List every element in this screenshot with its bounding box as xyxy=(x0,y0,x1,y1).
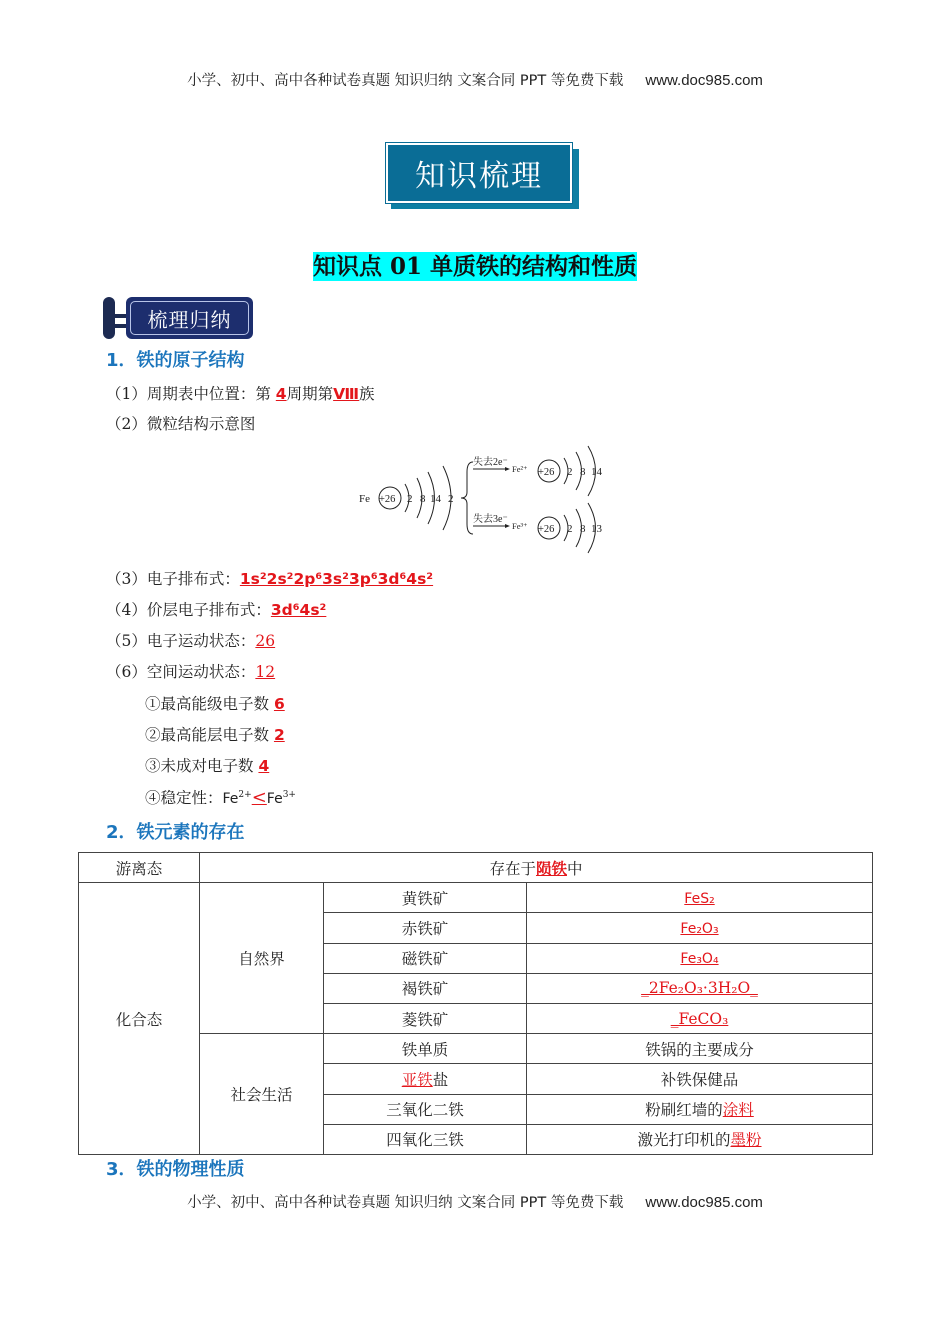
section-heading-iron-existence: 2．铁元素的存在 xyxy=(106,822,245,843)
free-state-label: 游离态 xyxy=(79,853,200,883)
svg-text:失去2e⁻: 失去2e⁻ xyxy=(473,457,508,468)
answer-unpaired-electrons: 4 xyxy=(258,757,270,775)
society-label: 社会生活 xyxy=(200,1034,324,1155)
substance-use: 激光打印机的墨粉 xyxy=(527,1124,873,1154)
page-footer xyxy=(0,1191,950,1212)
sub-item-highest-shell: ②最高能层电子数 2 xyxy=(145,726,285,744)
answer-period: 4 xyxy=(275,385,287,403)
item-structure-diagram: （2）微粒结构示意图 xyxy=(106,415,256,433)
knowledge-point-title xyxy=(0,248,950,281)
svg-text:2: 2 xyxy=(448,493,454,505)
fe-atom-label: Fe xyxy=(359,493,370,505)
answer-highest-sublevel: 6 xyxy=(273,695,285,713)
svg-text:8: 8 xyxy=(580,523,586,535)
tag-bar-decoration xyxy=(103,297,115,339)
mineral-name: 磁铁矿 xyxy=(324,943,527,973)
iron-existence-table xyxy=(78,852,873,1155)
substance-name: 铁单质 xyxy=(324,1034,527,1064)
mineral-name: 菱铁矿 xyxy=(324,1003,527,1033)
svg-text:2: 2 xyxy=(567,523,573,535)
summary-tag xyxy=(126,297,253,339)
substance-name: 四氧化三铁 xyxy=(324,1124,527,1154)
substance-use: 粉刷红墙的涂料 xyxy=(527,1094,873,1124)
section-banner xyxy=(386,143,572,203)
substance-name: 三氧化二铁 xyxy=(324,1094,527,1124)
sub-item-stability: ④稳定性：$Fe^{2+}<Fe^{3+}$ xyxy=(145,787,296,808)
substance-use: 补铁保健品 xyxy=(527,1064,873,1094)
mineral-formula: Fe₂O₃ xyxy=(527,913,873,943)
sub-item-unpaired-electrons: ③未成对电子数 4 xyxy=(145,757,270,775)
svg-text:8: 8 xyxy=(580,466,586,478)
svg-text:14: 14 xyxy=(430,493,441,505)
svg-text:14: 14 xyxy=(591,466,602,478)
answer-valence-configuration: 3d⁶4s² xyxy=(270,601,327,619)
answer-spatial-motion-states: 12 xyxy=(255,663,276,681)
combined-state-label: 化合态 xyxy=(79,883,200,1155)
summary-tag-label: 梳理归纳 xyxy=(147,307,232,332)
svg-text:+26: +26 xyxy=(538,467,555,478)
mineral-name: 赤铁矿 xyxy=(324,913,527,943)
sub-item-highest-sublevel: ①最高能级电子数 6 xyxy=(145,695,285,713)
item-electron-motion-states: （5）电子运动状态：26 xyxy=(106,632,276,650)
svg-text:+26: +26 xyxy=(379,494,396,505)
answer-electron-motion-states: 26 xyxy=(255,632,276,650)
footer-url[interactable]: www.doc985.com xyxy=(645,1194,763,1211)
header-url[interactable]: www.doc985.com xyxy=(645,72,763,89)
svg-text:Fe²⁺: Fe²⁺ xyxy=(512,464,528,474)
mineral-formula: _FeCO₃ xyxy=(527,1003,873,1033)
banner-title: 知识梳理 xyxy=(415,159,543,194)
answer-electron-configuration: 1s²2s²2p⁶3s²3p⁶3d⁶4s² xyxy=(239,570,434,588)
table-row xyxy=(79,883,873,913)
item-spatial-motion-states: （6）空间运动状态：12 xyxy=(106,663,276,681)
section-heading-atomic-structure: 1．铁的原子结构 xyxy=(106,350,245,371)
answer-highest-shell: 2 xyxy=(273,726,285,744)
header-text: 小学、初中、高中各种试卷真题 知识归纳 文案合同 PPT 等免费下载 xyxy=(187,73,624,89)
page-header xyxy=(0,69,950,90)
mineral-formula: FeS₂ xyxy=(527,883,873,913)
svg-text:失去3e⁻: 失去3e⁻ xyxy=(473,514,508,525)
answer-stability-comparison: < xyxy=(251,787,267,808)
svg-text:2: 2 xyxy=(567,466,573,478)
substance-use: 铁锅的主要成分 xyxy=(527,1034,873,1064)
mineral-formula: _2Fe₂O₃·3H₂O_ xyxy=(527,973,873,1003)
svg-text:8: 8 xyxy=(420,493,426,505)
table-row xyxy=(79,853,873,883)
mineral-formula: Fe₃O₄ xyxy=(527,943,873,973)
substance-name: 亚铁盐 xyxy=(324,1064,527,1094)
section-heading-physical-properties: 3．铁的物理性质 xyxy=(106,1159,245,1180)
item-electron-configuration: （3）电子排布式：1s²2s²2p⁶3s²3p⁶3d⁶4s² xyxy=(106,570,434,588)
atomic-structure-diagram xyxy=(355,442,615,557)
nature-label: 自然界 xyxy=(200,883,324,1034)
item-periodic-position: （1）周期表中位置：第 4周期第Ⅷ族 xyxy=(106,385,375,403)
mineral-name: 褐铁矿 xyxy=(324,973,527,1003)
svg-text:Fe³⁺: Fe³⁺ xyxy=(512,521,528,531)
svg-text:13: 13 xyxy=(591,523,602,535)
free-state-value: 存在于陨铁中 xyxy=(200,853,873,883)
footer-text: 小学、初中、高中各种试卷真题 知识归纳 文案合同 PPT 等免费下载 xyxy=(187,1195,624,1211)
svg-text:+26: +26 xyxy=(538,524,555,535)
svg-text:2: 2 xyxy=(407,493,413,505)
mineral-name: 黄铁矿 xyxy=(324,883,527,913)
answer-group: Ⅷ xyxy=(333,385,360,403)
item-valence-configuration: （4）价层电子排布式：3d⁶4s² xyxy=(106,601,327,619)
knowledge-point-title-text: 知识点 01 单质铁的结构和性质 xyxy=(312,253,638,280)
